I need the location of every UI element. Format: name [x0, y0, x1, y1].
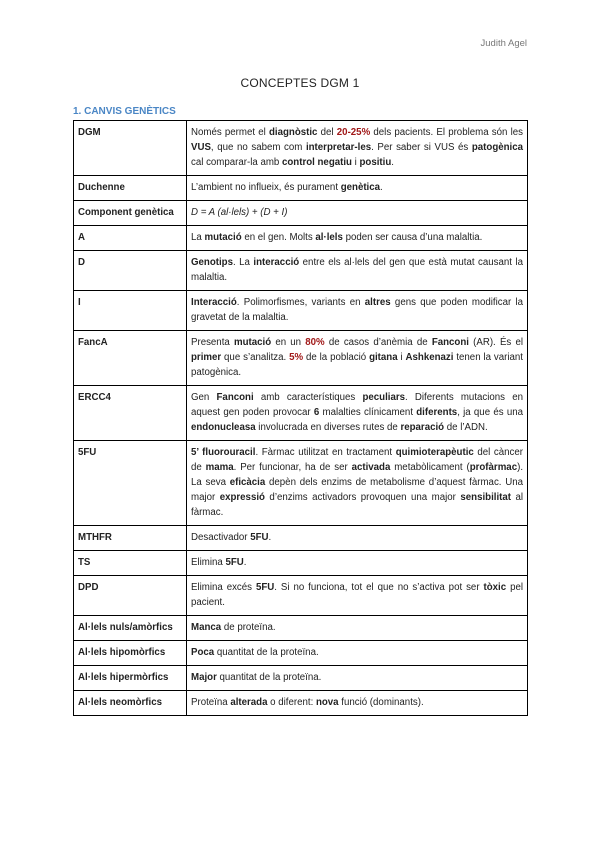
definition-text: . Diferents mutacions en aquest gen poden provocar	[191, 392, 523, 418]
definition-text: 5FU	[255, 582, 275, 593]
table-row	[74, 641, 528, 666]
definition-text: al fàrmac.	[191, 492, 524, 518]
definition-text: Desactivador	[191, 532, 251, 543]
definition-text: amb característiques	[253, 392, 363, 403]
term-cell: A	[74, 226, 187, 251]
definition-text: involucrada en diverses rutes de	[255, 422, 401, 433]
term-cell: 5FU	[74, 441, 187, 526]
definition-text: funció (dominants).	[338, 697, 424, 708]
table-row	[74, 386, 528, 441]
term-cell: Al·lels hipermòrfics	[74, 666, 187, 691]
definition-text: Fanconi	[216, 392, 254, 403]
definition-text: .	[268, 532, 272, 543]
definition-text: en un	[271, 337, 306, 348]
definition-cell	[187, 386, 528, 441]
definition-cell	[187, 291, 528, 331]
section-title: 1. CANVIS GENÈTICS	[73, 106, 176, 117]
definition-text: d’enzims activadors provoquen una major	[264, 492, 461, 503]
definition-text: tòxic	[483, 582, 507, 593]
table-row	[74, 201, 528, 226]
table-row	[74, 251, 528, 291]
definition-cell	[187, 226, 528, 251]
table-row	[74, 616, 528, 641]
definition-text: 5FU	[225, 557, 244, 568]
definition-text: cal comparar-la amb	[191, 157, 282, 168]
definition-text: Proteïna	[191, 697, 231, 708]
definition-text: 5’ fluorouracil	[191, 447, 256, 458]
definition-text: Genotips	[191, 257, 233, 268]
definition-cell	[187, 616, 528, 641]
definition-text: alterada	[230, 697, 268, 708]
definition-cell	[187, 691, 528, 716]
term-cell: DPD	[74, 576, 187, 616]
definition-text: genètica	[340, 182, 381, 193]
term-cell: Duchenne	[74, 176, 187, 201]
definition-text: Elimina excés	[191, 582, 256, 593]
table-row	[74, 291, 528, 331]
table-row	[74, 121, 528, 176]
definition-text: interpretar-les	[305, 142, 372, 153]
document-title: CONCEPTES DGM 1	[240, 76, 360, 90]
definition-text: VUS	[191, 142, 211, 153]
definition-text: activada	[351, 462, 391, 473]
definition-cell	[187, 176, 528, 201]
definition-text: La	[191, 232, 205, 243]
definition-text: de casos d’anèmia de	[324, 337, 432, 348]
definition-text: Interacció	[191, 297, 237, 308]
term-cell: I	[74, 291, 187, 331]
definition-text: diagnòstic	[269, 127, 318, 138]
definition-text: peculiars	[362, 392, 406, 403]
definition-text: , ja que és una	[457, 407, 523, 418]
definition-text: i	[351, 157, 360, 168]
definition-text: .	[380, 182, 383, 193]
definition-text: tenen la variant patogènica.	[191, 352, 523, 378]
definition-text: i	[397, 352, 406, 363]
definition-text: Fanconi	[431, 337, 469, 348]
term-cell: Al·lels hipomòrfics	[74, 641, 187, 666]
definition-cell	[187, 641, 528, 666]
definition-text: depèn dels enzims de metabolisme d’aquest fàrmac. Una major	[191, 477, 523, 503]
definition-text: Manca	[191, 622, 222, 633]
definition-text: Gen	[191, 392, 217, 403]
term-cell: D	[74, 251, 187, 291]
definition-text: .	[391, 157, 394, 168]
table-row	[74, 331, 528, 386]
definition-text: sensibilitat	[460, 492, 511, 503]
definition-text: ). La seva	[191, 462, 524, 488]
definition-cell	[187, 251, 528, 291]
definition-text: 20-25%	[336, 127, 371, 138]
definition-text: Presenta	[191, 337, 234, 348]
definition-text: mutació	[233, 337, 272, 348]
definition-text: Només permet el	[191, 127, 269, 138]
definition-text: . Polimorfismes, variants en	[236, 297, 365, 308]
definition-text: 80%	[305, 337, 325, 348]
definition-text: mama	[205, 462, 234, 473]
definition-text: que s’analitza.	[221, 352, 290, 363]
definition-text: . Si no funciona, tot el que no s’activa pot ser	[274, 582, 484, 593]
definition-text: del càncer de	[191, 447, 524, 473]
definition-cell	[187, 121, 528, 176]
concepts-table	[73, 120, 528, 716]
definition-text: en el gen. Molts	[241, 232, 316, 243]
term-cell: Al·lels neomòrfics	[74, 691, 187, 716]
definition-cell	[187, 551, 528, 576]
definition-text: . Per funcionar, ha de ser	[233, 462, 352, 473]
definition-cell	[187, 441, 528, 526]
definition-cell	[187, 576, 528, 616]
definition-text: endonucleasa	[191, 422, 256, 433]
definition-text: entre els al·lels del gen que està mutat causant la malaltia.	[191, 257, 523, 283]
table-row	[74, 576, 528, 616]
definition-text: . Fàrmac utilitzat en tractament	[255, 447, 396, 458]
definition-text: poden ser causa d’una malaltia.	[342, 232, 483, 243]
definition-text: Elimina	[191, 557, 226, 568]
table-row	[74, 226, 528, 251]
definition-text: gitana	[369, 352, 398, 363]
term-cell: Al·lels nuls/amòrfics	[74, 616, 187, 641]
table-row	[74, 441, 528, 526]
author-name: Judith Agel	[480, 38, 527, 49]
definition-text: 5%	[289, 352, 304, 363]
definition-text: de proteïna.	[221, 622, 276, 633]
definition-text: altres	[364, 297, 391, 308]
definition-text: eficàcia	[229, 477, 266, 488]
term-cell: FancA	[74, 331, 187, 386]
definition-text: (AR). És el	[468, 337, 523, 348]
definition-text: de l’ADN.	[444, 422, 488, 433]
definition-cell	[187, 526, 528, 551]
definition-text: . Per saber si VUS és	[371, 142, 472, 153]
definition-text: reparació	[400, 422, 445, 433]
definition-text: control negatiu	[282, 157, 352, 168]
definition-text: 6	[313, 407, 320, 418]
definition-text: . La	[232, 257, 254, 268]
definition-text: Poca	[191, 647, 215, 658]
definition-text: L’ambient no influeix, és purament	[191, 182, 341, 193]
table-row	[74, 176, 528, 201]
definition-text: D = A (al·lels) + (D + I)	[191, 207, 288, 218]
definition-text: dels pacients. El problema són les	[370, 127, 523, 138]
term-cell: Component genètica	[74, 201, 187, 226]
term-cell: ERCC4	[74, 386, 187, 441]
definition-cell	[187, 331, 528, 386]
definition-text: nova	[315, 697, 339, 708]
definition-text: .	[243, 557, 247, 568]
definition-text: gens que poden modificar la gravetat de la malaltia.	[191, 297, 524, 323]
definition-cell	[187, 666, 528, 691]
definition-text: Major	[191, 672, 217, 683]
definition-text: primer	[191, 352, 222, 363]
definition-text: diferents	[416, 407, 458, 418]
definition-text: interacció	[253, 257, 300, 268]
definition-text: , que no sabem com	[210, 142, 306, 153]
term-cell: MTHFR	[74, 526, 187, 551]
definition-text: metabòlicament (	[390, 462, 470, 473]
definition-text: al·lels	[315, 232, 343, 243]
definition-text: mutació	[204, 232, 242, 243]
table-row	[74, 551, 528, 576]
table-row	[74, 691, 528, 716]
definition-text: 5FU	[250, 532, 269, 543]
term-cell: DGM	[74, 121, 187, 176]
definition-text: o diferent:	[267, 697, 316, 708]
definition-text: del	[317, 127, 337, 138]
definition-text: expressió	[219, 492, 265, 503]
term-cell: TS	[74, 551, 187, 576]
table-row	[74, 666, 528, 691]
definition-text: de la població	[303, 352, 370, 363]
definition-text: quimioterapèutic	[395, 447, 474, 458]
definition-text: profàrmac	[469, 462, 518, 473]
definition-text: positiu	[359, 157, 392, 168]
definition-text: pel pacient.	[191, 582, 523, 608]
definition-text: malalties clínicament	[319, 407, 417, 418]
definition-text: patogènica	[471, 142, 524, 153]
table-row	[74, 526, 528, 551]
definition-cell	[187, 201, 528, 226]
definition-text: Ashkenazi	[405, 352, 454, 363]
definition-text: quantitat de la proteïna.	[216, 672, 322, 683]
definition-text: quantitat de la proteïna.	[214, 647, 319, 658]
